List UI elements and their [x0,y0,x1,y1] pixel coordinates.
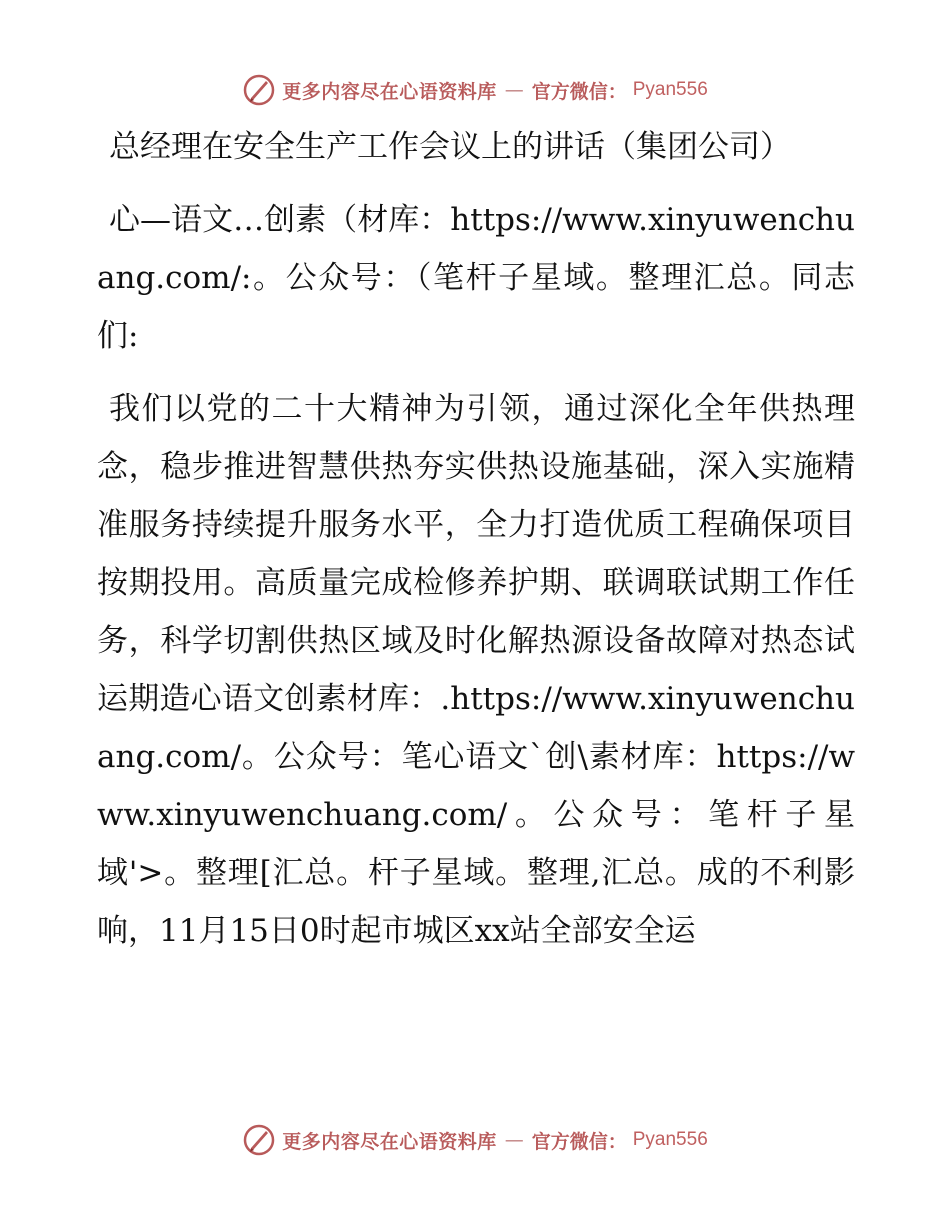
footer-watermark-banner [0,1120,950,1160]
quill-pen-icon [242,1123,276,1157]
header-watermark-banner [0,70,950,110]
banner-text: 更多内容尽在心语资料库 [282,80,497,103]
banner-separator: — [504,1129,524,1151]
banner-separator: — [504,79,524,101]
banner-official-label: 官方微信： [531,80,627,103]
banner-wechat-id: Pyan556 [632,1129,708,1150]
document-body [97,118,855,975]
banner-wechat-id: Pyan556 [632,79,708,100]
paragraph-main: 我们以党的二十大精神为引领，通过深化全年供热理念，稳步推进智慧供热夯实供热设施基础，深入实施精准服务持续提升服务水平，全力打造优质工程确保项目按期投用。高质量完成检修养护期、联调联试期工作任务，科学切割供热区域及时化解热源设备故障对热态试运期造心语文创素材库：.https://www.xinyuwenchuang.com/。公众号：笔心语文`创\素材库：https://www.xinyuwenchuang.com/。公众号：笔杆子星域'>。整理[汇总。杆子星域。整理,汇总。成的不利影响，11月15日0时起市城区xx站全部安全运 [97,391,855,949]
banner-official-label: 官方微信： [531,1130,627,1153]
quill-pen-icon [242,73,276,107]
document-title: 总经理在安全生产工作会议上的讲话（集团公司） [109,129,791,165]
paragraph-intro: 心—语文…创素（材库：https://www.xinyuwenchuang.com/:。公众号：（笔杆子星域。整理汇总。同志们: [97,202,855,354]
banner-text: 更多内容尽在心语资料库 [282,1130,497,1153]
